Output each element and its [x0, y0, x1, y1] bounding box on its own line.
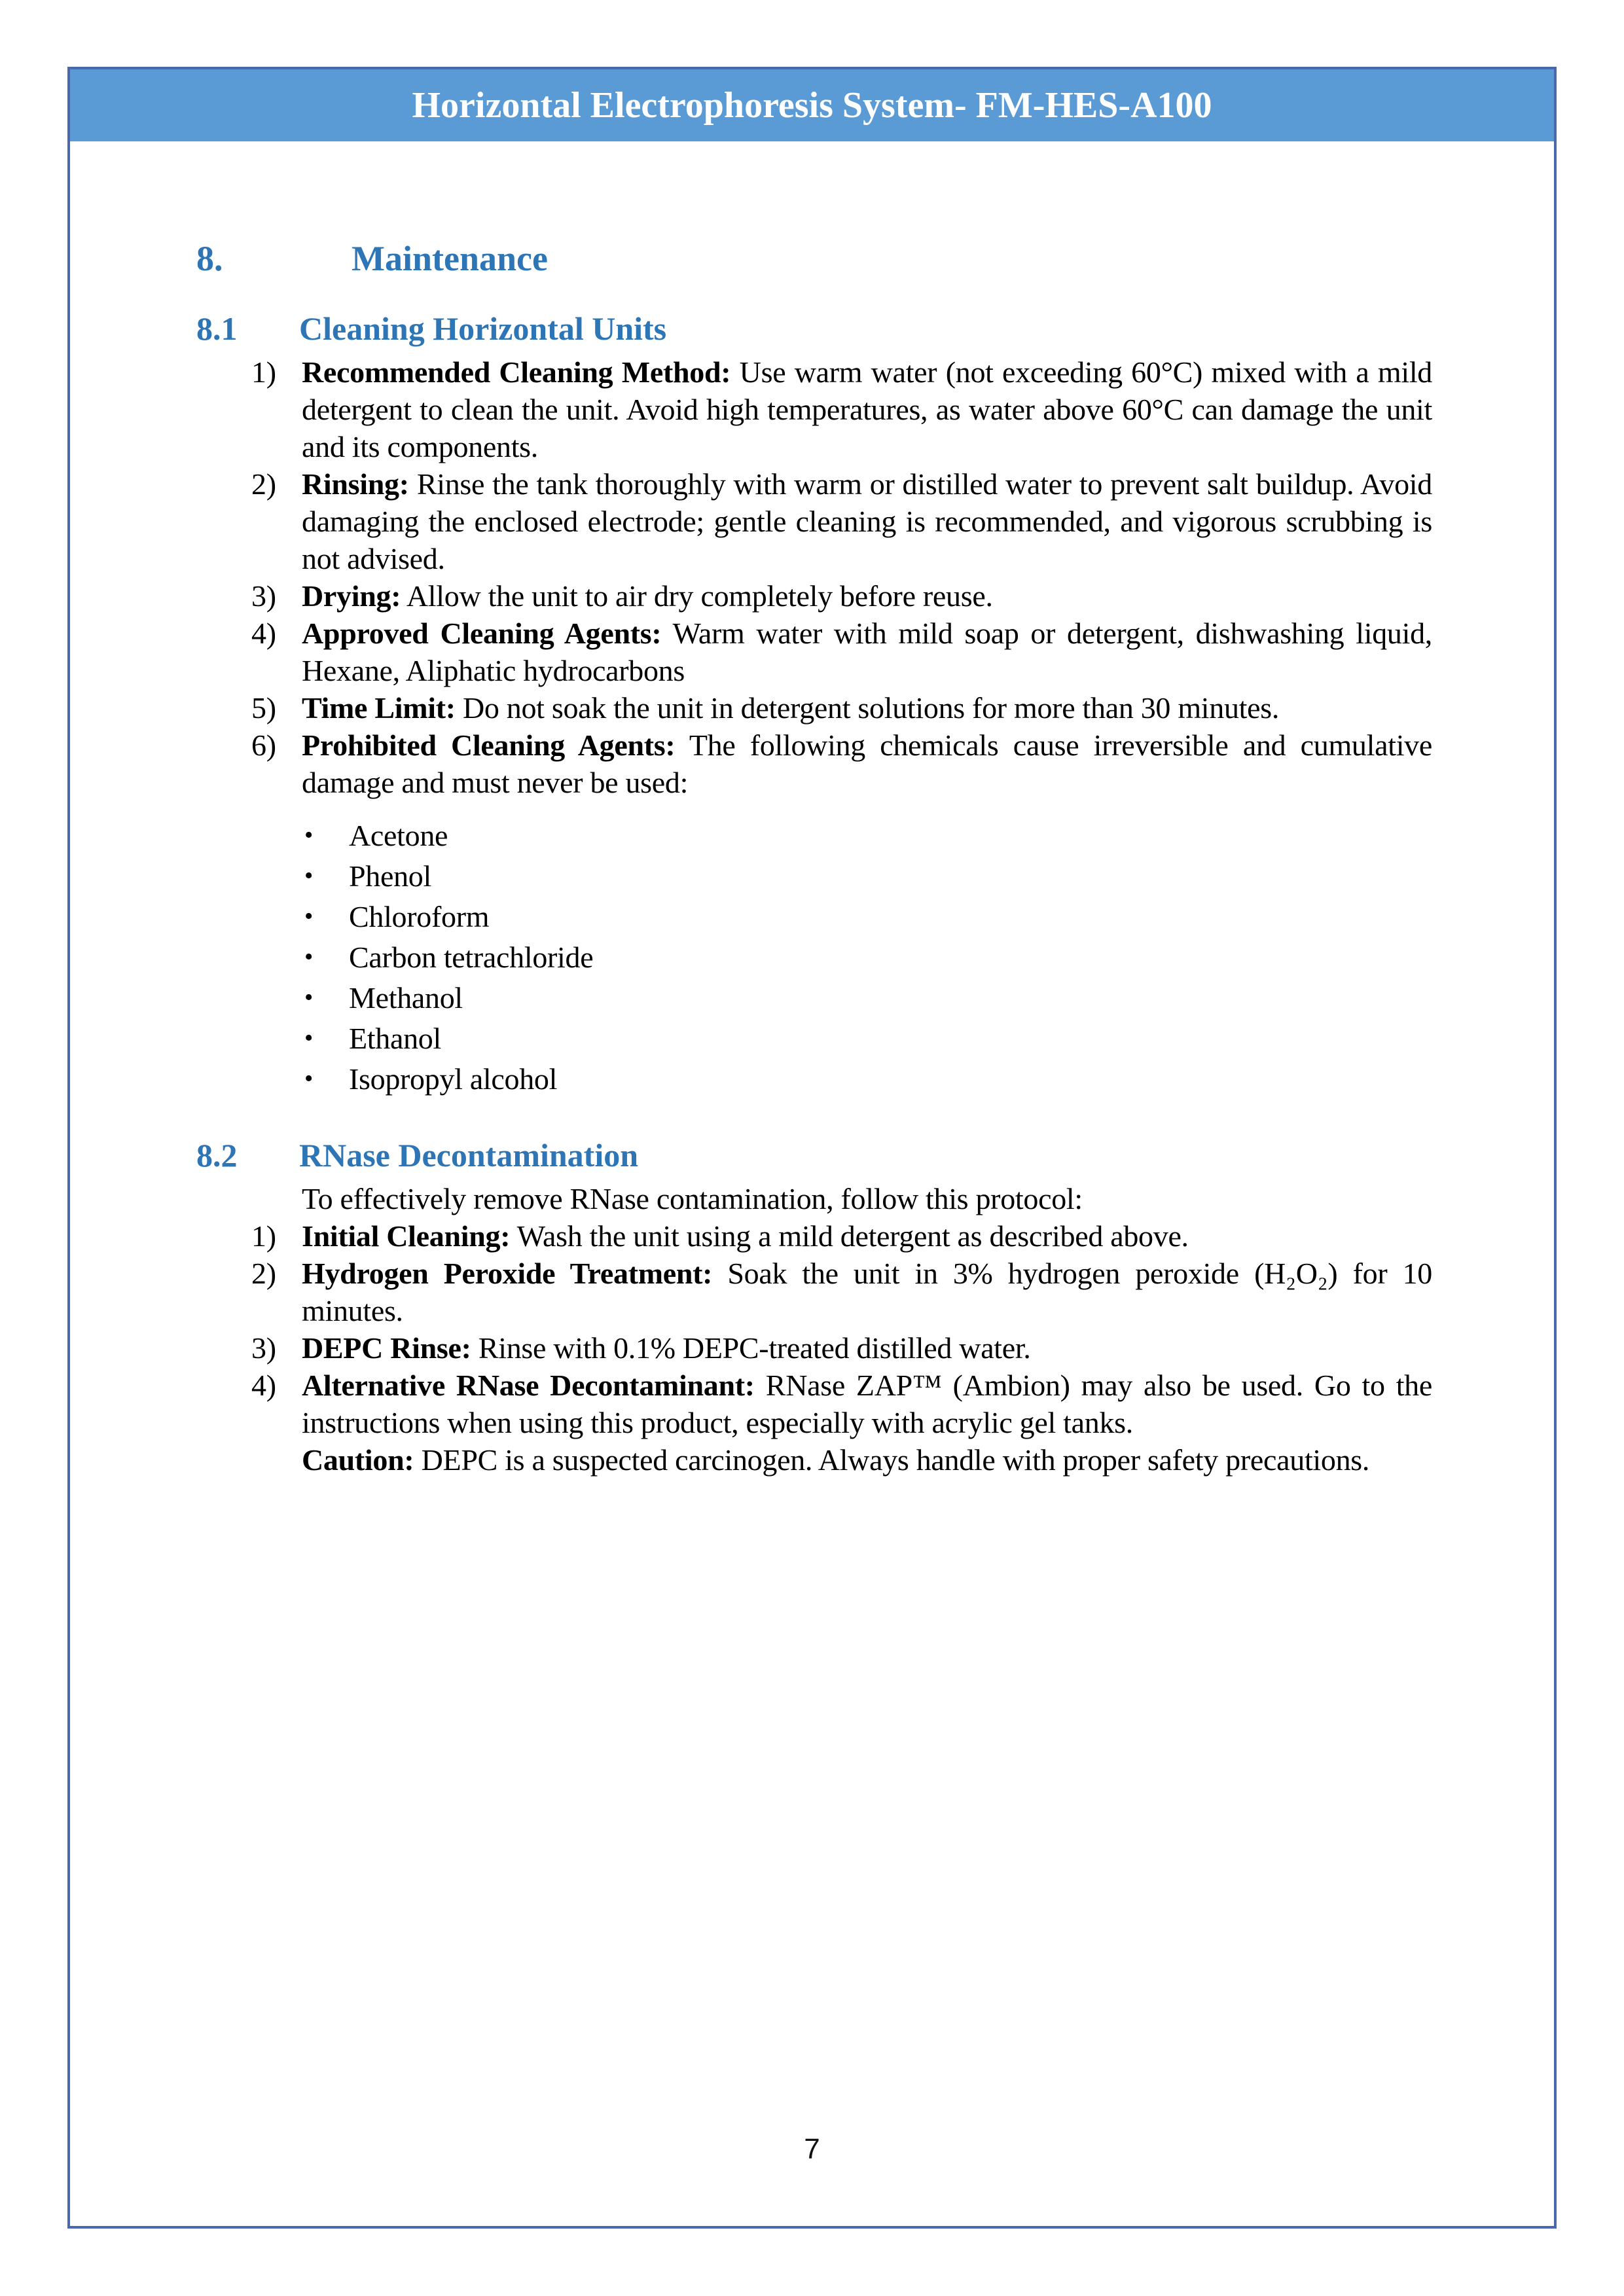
bullet-item	[304, 1060, 1432, 1098]
item-text: Allow the unit to air dry completely before reuse.	[401, 579, 993, 613]
item-label: Hydrogen Peroxide Treatment:	[302, 1257, 713, 1291]
list-number: 2)	[251, 467, 276, 501]
bullet-text: Ethanol	[349, 1022, 441, 1056]
item-label: Rinsing:	[302, 467, 409, 501]
header-band	[70, 69, 1554, 141]
item-text: Do not soak the unit in detergent solutions for more than 30 minutes.	[455, 691, 1280, 725]
bullet-item	[304, 817, 1432, 854]
bullet-icon: •	[304, 903, 314, 931]
list-item	[251, 1329, 1432, 1367]
page-number: 7	[804, 2133, 820, 2165]
numbered-list-8-2	[196, 1180, 1432, 1479]
caution-label: Caution:	[302, 1443, 414, 1477]
section-heading	[196, 238, 1432, 279]
page-content	[70, 238, 1554, 1479]
list-item	[251, 1367, 1432, 1479]
list-number: 5)	[251, 691, 276, 725]
bullet-text: Acetone	[349, 819, 448, 853]
bullet-icon: •	[304, 862, 314, 890]
bullet-item	[304, 939, 1432, 976]
item-text: Rinse the tank thoroughly with warm or distilled water to prevent salt buildup. Avoid damaging the enclosed electrode; gentle cleaning is recommended, and vigorous scrubbing is not advised.	[302, 467, 1432, 576]
item-label: Alternative RNase Decontaminant:	[302, 1369, 755, 1403]
list-number: 4)	[251, 1369, 276, 1403]
item-label: Time Limit:	[302, 691, 456, 725]
list-item	[251, 689, 1432, 726]
bullet-item	[304, 979, 1432, 1016]
item-label: Initial Cleaning:	[302, 1219, 511, 1253]
caution-paragraph	[302, 1441, 1432, 1479]
item-text: Warm water with mild soap or detergent, dishwashing liquid, Hexane, Aliphatic hydrocarbons	[302, 617, 1433, 688]
header-title: Horizontal Electrophoresis System- FM-HES-A100	[412, 85, 1212, 126]
item-label: DEPC Rinse:	[302, 1331, 471, 1365]
bullet-icon: •	[304, 821, 314, 850]
prohibited-agents-list	[196, 817, 1432, 1098]
bullet-text: Phenol	[349, 859, 431, 893]
list-item	[251, 726, 1432, 801]
list-number: 4)	[251, 617, 276, 651]
bullet-text: Isopropyl alcohol	[349, 1062, 558, 1096]
item-label: Prohibited Cleaning Agents:	[302, 728, 676, 762]
list-number: 1)	[251, 1219, 276, 1253]
bullet-icon: •	[304, 943, 314, 971]
section-number: 8.	[196, 239, 223, 278]
item-label: Recommended Cleaning Method:	[302, 355, 731, 389]
list-number: 1)	[251, 355, 276, 389]
item-label: Drying:	[302, 579, 401, 613]
bullet-text: Chloroform	[349, 900, 490, 934]
subsection-title: RNase Decontamination	[299, 1137, 639, 1174]
list-number: 2)	[251, 1257, 276, 1291]
subsection-title: Cleaning Horizontal Units	[299, 310, 667, 348]
list-item	[251, 1255, 1432, 1329]
list-item	[251, 615, 1432, 689]
list-number: 6)	[251, 728, 276, 762]
item-text: Wash the unit using a mild detergent as described above.	[510, 1219, 1189, 1253]
list-item	[251, 1217, 1432, 1255]
list-item	[251, 577, 1432, 615]
bullet-item	[304, 898, 1432, 935]
bullet-text: Methanol	[349, 981, 463, 1015]
list-item	[251, 465, 1432, 577]
item-text: RNase ZAP™ (Ambion) may also be used. Go to the instructions when using this product, especially with acrylic gel tanks.	[302, 1369, 1432, 1440]
subsection-heading-8-1	[196, 309, 1432, 348]
subsection-number: 8.1	[196, 310, 238, 348]
item-text: Use warm water (not exceeding 60°C) mixed with a mild detergent to clean the unit. Avoid high temperatures, as water above 60°C can damage the unit and its components.	[302, 355, 1432, 464]
item-text: Rinse with 0.1% DEPC-treated distilled water.	[471, 1331, 1031, 1365]
bullet-icon: •	[304, 1024, 314, 1052]
list-number: 3)	[251, 1331, 276, 1365]
bullet-icon: •	[304, 1065, 314, 1093]
item-text: Soak the unit in 3% hydrogen peroxide (H₂O₂) for 10 minutes.	[302, 1257, 1432, 1328]
item-label: Approved Cleaning Agents:	[302, 617, 662, 651]
subsection-heading-8-2	[196, 1136, 1432, 1175]
item-paragraph	[302, 1367, 1432, 1441]
caution-text: DEPC is a suspected carcinogen. Always handle with proper safety precautions.	[414, 1443, 1370, 1477]
bullet-item	[304, 857, 1432, 895]
list-number: 3)	[251, 579, 276, 613]
subsection-number: 8.2	[196, 1137, 238, 1174]
bullet-icon: •	[304, 984, 314, 1012]
numbered-list-8-1	[196, 353, 1432, 1098]
list-item	[251, 353, 1432, 465]
item-text: The following chemicals cause irreversible and cumulative damage and must never be used:	[302, 728, 1433, 800]
subsection-intro: To effectively remove RNase contamination, follow this protocol:	[302, 1182, 1083, 1216]
bullet-item	[304, 1020, 1432, 1057]
document-page	[67, 67, 1557, 2229]
section-title: Maintenance	[352, 239, 548, 278]
bullet-text: Carbon tetrachloride	[349, 941, 594, 975]
